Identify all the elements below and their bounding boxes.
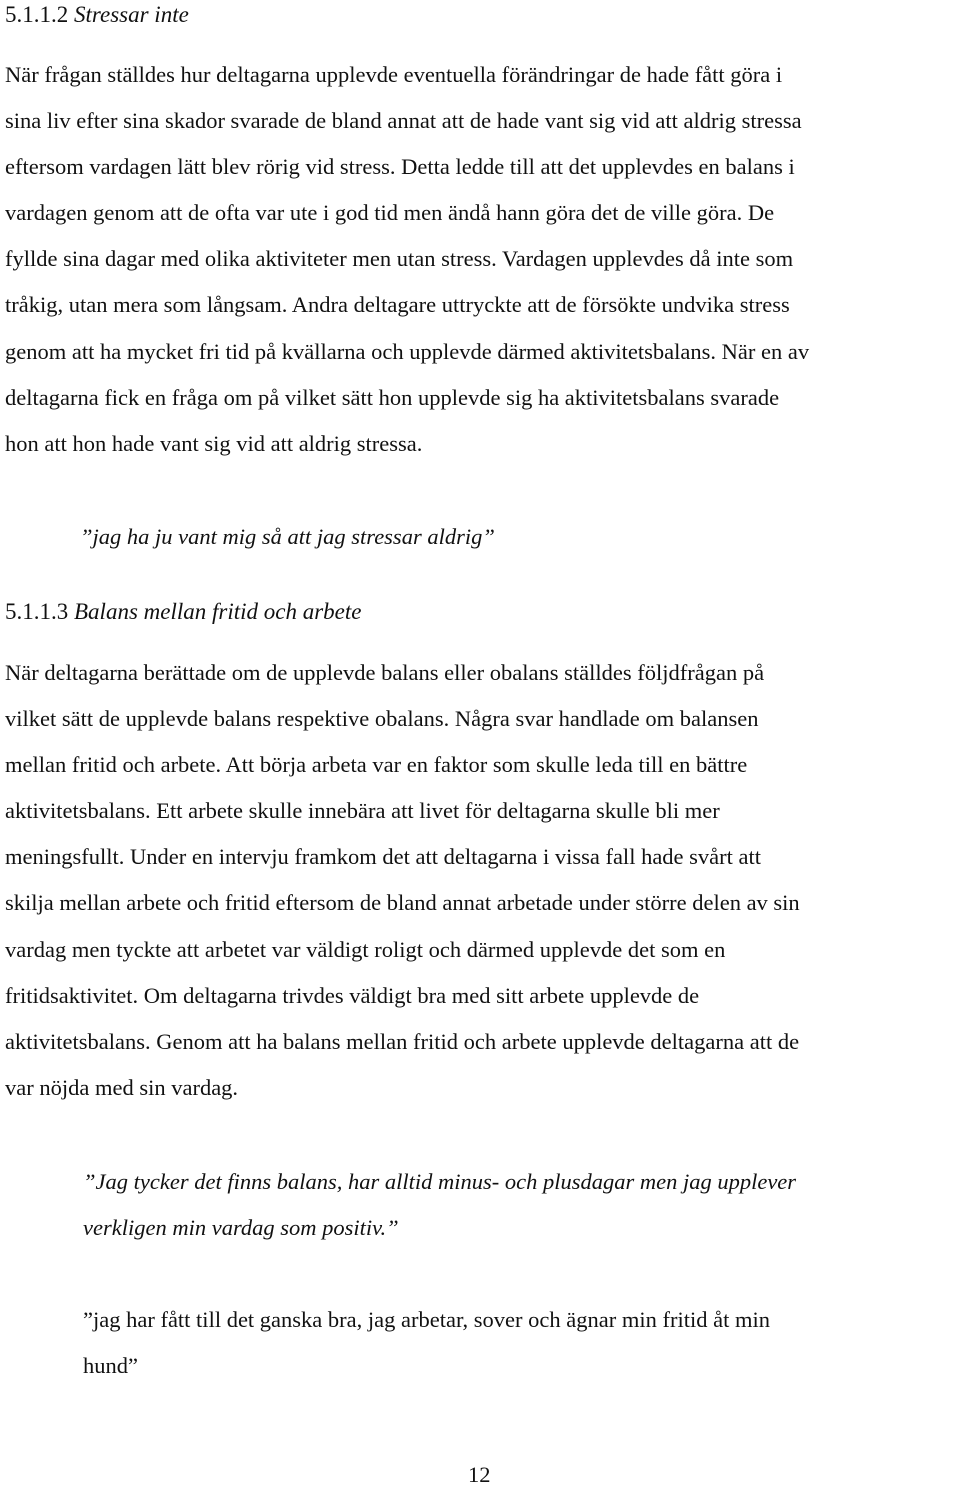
paragraph-line: skilja mellan arbete och fritid eftersom de bland annat arbetade under större delen av sin [5,890,800,916]
paragraph-line: deltagarna fick en fråga om på vilket sätt hon upplevde sig ha aktivitetsbalans svarade [5,384,780,410]
block-quote [80,514,495,560]
section-number: 5.1.1.3 [5,599,69,624]
section-number: 5.1.1.2 [5,2,69,27]
paragraph-line: När frågan ställdes hur deltagarna upplevde eventuella förändringar de hade fått göra i [5,62,783,87]
section-heading-stressar-inte [5,0,189,30]
paragraph-line: mellan fritid och arbete. Att börja arbeta var en faktor som skulle leda till en bättre [5,752,748,778]
paragraph-line: vilket sätt de upplevde balans respektive obalans. Några svar handlade om balansen [5,706,759,732]
paragraph-line: var nöjda med sin vardag. [5,1074,239,1100]
quote-line: hund” [83,1353,138,1378]
paragraph-line: vardag men tyckte att arbetet var väldigt roligt och därmed upplevde det som en [5,936,726,962]
quote-line: ”jag ha ju vant mig så att jag stressar aldrig” [80,524,495,549]
page-number: 12 [468,1462,491,1487]
quote-line: verkligen min vardag som positiv.” [83,1215,399,1240]
quote-line: ”jag har fått till det ganska bra, jag arbetar, sover och ägnar min fritid åt min [83,1307,770,1332]
paragraph-line: genom att ha mycket fri tid på kvällarna och upplevde därmed aktivitetsbalans. När en av [5,338,810,364]
paragraph-line: fritidsaktivitet. Om deltagarna trivdes väldigt bra med sitt arbete upplevde de [5,982,700,1008]
paragraph-line: När deltagarna berättade om de upplevde balans eller obalans ställdes följdfrågan på [5,660,765,685]
body-paragraph [5,52,950,467]
quote-line: ”Jag tycker det finns balans, har alltid minus- och plusdagar men jag upplever [83,1169,797,1194]
paragraph-line: tråkig, utan mera som långsam. Andra deltagare uttryckte att de försökte undvika stress [5,292,790,318]
paragraph-line: hon att hon hade vant sig vid att aldrig stressa. [5,430,423,456]
section-title: Stressar inte [74,2,189,27]
section-heading-balans-mellan-fritid-och-arbete [5,597,361,627]
paragraph-line: eftersom vardagen lätt blev rörig vid stress. Detta ledde till att det upplevdes en balans i [5,154,795,180]
block-quote [83,1159,796,1251]
paragraph-line: vardagen genom att de ofta var ute i god tid men ändå hann göra det de ville göra. De [5,200,775,226]
paragraph-line: meningsfullt. Under en intervju framkom det att deltagarna i vissa fall hade svårt att [5,844,762,870]
paragraph-line: sina liv efter sina skador svarade de bland annat att de hade vant sig vid att aldrig stressa [5,108,802,134]
paragraph-line: aktivitetsbalans. Ett arbete skulle innebära att livet för deltagarna skulle bli mer [5,798,720,824]
block-quote [83,1297,770,1389]
paragraph-line: aktivitetsbalans. Genom att ha balans mellan fritid och arbete upplevde deltagarna att de [5,1028,800,1054]
body-paragraph [5,650,950,1111]
paragraph-line: fyllde sina dagar med olika aktiviteter men utan stress. Vardagen upplevdes då inte som [5,246,794,272]
section-title: Balans mellan fritid och arbete [74,599,362,624]
